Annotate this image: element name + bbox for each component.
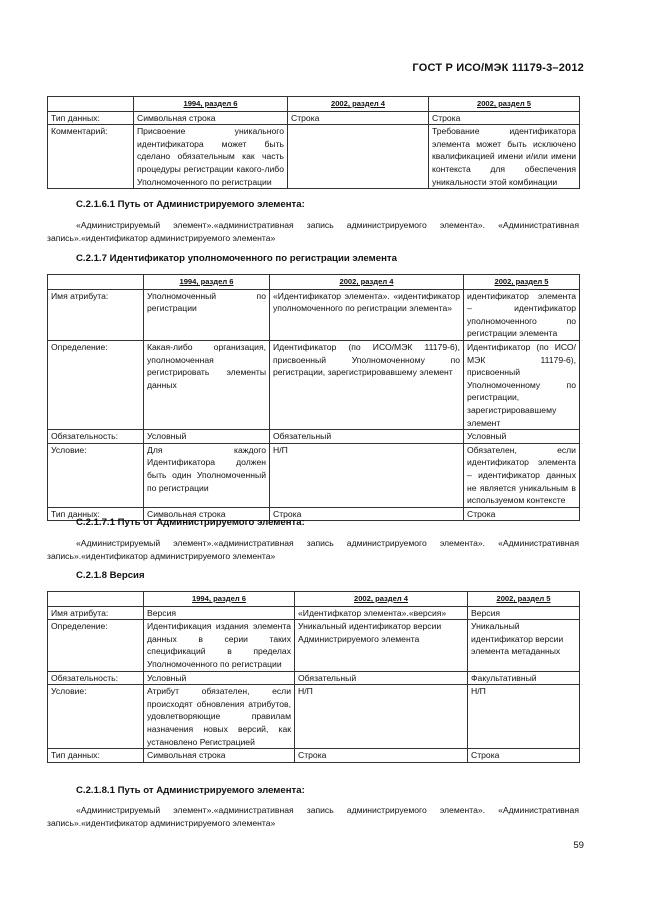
table-cell: Условный <box>144 671 295 685</box>
row-label: Тип данных: <box>48 749 144 763</box>
table-cell: Строка <box>288 111 429 125</box>
table-row <box>48 749 580 763</box>
column-header <box>48 275 144 290</box>
row-label: Тип данных: <box>48 507 144 521</box>
table-row <box>48 620 580 671</box>
table-cell: Для каждого Идентификатора должен быть один Уполномоченный по регистрации <box>144 443 270 507</box>
table-row <box>48 125 580 189</box>
table-cell: Строка <box>464 507 580 521</box>
table-cell: Версия <box>468 606 580 620</box>
section-heading: C.2.1.8.1 Путь от Администрируемого элемента: <box>76 785 305 796</box>
table-cell: Символьная строка <box>144 507 270 521</box>
table-cell: Уникальный идентификатор версии элемента метаданных <box>468 620 580 671</box>
table-row <box>48 430 580 444</box>
section-heading: C.2.1.6.1 Путь от Администрируемого элемента: <box>76 199 305 210</box>
paragraph: «Администрируемый элемент».«административная запись администрируемого элемента». «Административная запись».«идентификатор администрируемого элемента» <box>47 538 579 561</box>
table-cell: Атрибут обязателен, если происходят обновления атрибутов, удовлетворяющие правилам назначения новых версий, как установлено Регистрацией <box>144 685 295 749</box>
row-label: Определение: <box>48 620 144 671</box>
column-header: 1994, раздел 6 <box>134 97 288 112</box>
table-row <box>48 289 580 340</box>
table-row <box>48 340 580 429</box>
table-cell: Условный <box>464 430 580 444</box>
table-cell: Строка <box>429 111 580 125</box>
table-cell: «Идентифкатор элемента».«версия» <box>295 606 468 620</box>
row-label: Имя атрибута: <box>48 289 144 340</box>
table-header-row <box>48 275 580 290</box>
document-header: ГОСТ Р ИСО/МЭК 11179-3–2012 <box>412 62 584 74</box>
paragraph: «Администрируемый элемент».«административная запись администрируемого элемента». «Административная запись».«идентификатор администрируемого элемента» <box>47 805 579 828</box>
table-cell: Присвоение уникального идентификатора может быть сделано обязательным как часть процедуры регистрации какого-либо Уполномоченного по регистрации <box>134 125 288 189</box>
table-cell: Какая-либо организация, уполномоченная регистрировать элементы данных <box>144 340 270 429</box>
table-cell: Н/П <box>295 685 468 749</box>
table-cell: Н/П <box>270 443 464 507</box>
column-header: 2002, раздел 5 <box>429 97 580 112</box>
table-cell: Уполномоченный по регистрации <box>144 289 270 340</box>
row-label: Условие: <box>48 443 144 507</box>
section-heading: C.2.1.7 Идентификатор уполномоченного по регистрации элемента <box>76 253 397 264</box>
table-registration-authority <box>47 274 580 521</box>
table-row <box>48 685 580 749</box>
table-cell: Обязательный <box>295 671 468 685</box>
table-header-row <box>48 97 580 112</box>
column-header: 2002, раздел 4 <box>288 97 429 112</box>
table-cell: Факультативный <box>468 671 580 685</box>
row-label: Имя атрибута: <box>48 606 144 620</box>
column-header <box>48 592 144 607</box>
table-cell: идентификатор элемента – идентификатор уполномоченного по регистрации элемента <box>464 289 580 340</box>
table-cell: Идентификатор (по ИСО/МЭК 11179-6), присвоенный Уполномоченному по регистрации, зарегистрировавшему элемент <box>270 340 464 429</box>
page-number: 59 <box>573 840 584 851</box>
table-cell: Идентификатор (по ИСО/МЭК 11179-6), присвоенный Уполномоченному по регистрации, зарегистрировавшему элемент <box>464 340 580 429</box>
table-identifier-continued <box>47 96 580 189</box>
row-label: Обязательность: <box>48 671 144 685</box>
table-cell: Строка <box>295 749 468 763</box>
row-label: Тип данных: <box>48 111 134 125</box>
column-header: 2002, раздел 4 <box>270 275 464 290</box>
column-header: 1994, раздел 6 <box>144 275 270 290</box>
column-header: 2002, раздел 5 <box>468 592 580 607</box>
table-cell: Идентификация издания элемента данных в серии таких спецификаций в пределах Уполномоченного по регистрации <box>144 620 295 671</box>
table-row <box>48 671 580 685</box>
table-cell: Уникальный идентификатор версии Администрируемого элемента <box>295 620 468 671</box>
section-heading: C.2.1.8 Версия <box>76 570 145 581</box>
table-header-row <box>48 592 580 607</box>
row-label: Комментарий: <box>48 125 134 189</box>
table-cell: Символьная строка <box>134 111 288 125</box>
table-cell: Символьная строка <box>144 749 295 763</box>
table-cell: Н/П <box>468 685 580 749</box>
table-row <box>48 606 580 620</box>
table-cell: Строка <box>270 507 464 521</box>
table-cell: Версия <box>144 606 295 620</box>
table-cell: Обязательный <box>270 430 464 444</box>
column-header: 2002, раздел 5 <box>464 275 580 290</box>
table-cell <box>288 125 429 189</box>
table-cell: «Идентификатор элемента». «идентификатор уполномоченного по регистрации элемента» <box>270 289 464 340</box>
section-heading: C.2.1.7.1 Путь от Администрируемого элемента: <box>76 517 305 528</box>
table-cell: Требование идентификатора элемента может быть исключено квалификацией имени и/или имени контекста для обеспечения уникальности этой комбинации <box>429 125 580 189</box>
table-cell: Строка <box>468 749 580 763</box>
table-cell: Условный <box>144 430 270 444</box>
row-label: Обязательность: <box>48 430 144 444</box>
paragraph: «Администрируемый элемент».«административная запись администрируемого элемента». «Административная запись».«идентификатор администрируемого элемента» <box>47 220 579 243</box>
column-header <box>48 97 134 112</box>
table-row <box>48 111 580 125</box>
row-label: Условие: <box>48 685 144 749</box>
table-row <box>48 443 580 507</box>
row-label: Определение: <box>48 340 144 429</box>
column-header: 1994, раздел 6 <box>144 592 295 607</box>
column-header: 2002, раздел 4 <box>295 592 468 607</box>
table-version <box>47 591 580 763</box>
table-cell: Обязателен, если идентификатор элемента – идентификатор данных не является уникальным в используемом контексте <box>464 443 580 507</box>
